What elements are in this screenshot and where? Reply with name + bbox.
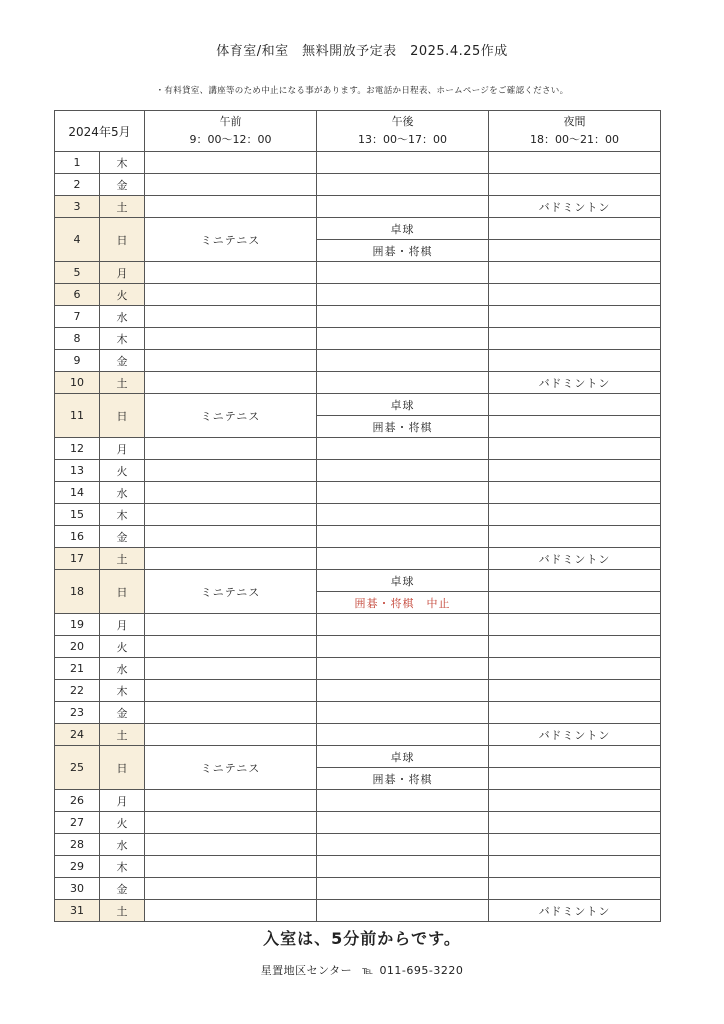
afternoon-cell	[317, 306, 489, 328]
day-of-week: 金	[100, 702, 145, 724]
night-cell	[489, 328, 661, 350]
day-of-week: 土	[100, 724, 145, 746]
afternoon-cell	[317, 460, 489, 482]
day-of-week: 土	[100, 548, 145, 570]
night-cell	[489, 460, 661, 482]
table-row	[55, 658, 661, 680]
day-number: 6	[55, 284, 100, 306]
day-of-week: 水	[100, 306, 145, 328]
day-number: 30	[55, 878, 100, 900]
day-of-week: 木	[100, 328, 145, 350]
day-number: 24	[55, 724, 100, 746]
morning-cell	[145, 900, 317, 922]
afternoon-cell	[317, 526, 489, 548]
afternoon-cell	[317, 614, 489, 636]
day-of-week: 金	[100, 350, 145, 372]
day-of-week: 火	[100, 812, 145, 834]
day-of-week: 日	[100, 218, 145, 262]
night-cell	[489, 262, 661, 284]
day-of-week: 火	[100, 284, 145, 306]
afternoon-cell	[317, 812, 489, 834]
night-cell	[489, 174, 661, 196]
day-number: 11	[55, 394, 100, 438]
morning-cell	[145, 856, 317, 878]
table-row	[55, 548, 661, 570]
morning-cell: ミニテニス	[145, 394, 317, 438]
afternoon-cell	[317, 174, 489, 196]
table-row	[55, 328, 661, 350]
morning-cell	[145, 614, 317, 636]
afternoon-cell	[317, 438, 489, 460]
afternoon-cell: 卓球	[317, 394, 489, 416]
table-row	[55, 218, 661, 240]
table-row	[55, 174, 661, 196]
day-number: 22	[55, 680, 100, 702]
day-of-week: 水	[100, 658, 145, 680]
day-of-week: 火	[100, 460, 145, 482]
table-row	[55, 636, 661, 658]
afternoon-cell	[317, 328, 489, 350]
day-of-week: 金	[100, 174, 145, 196]
morning-cell	[145, 372, 317, 394]
day-number: 20	[55, 636, 100, 658]
day-number: 4	[55, 218, 100, 262]
night-cell	[489, 592, 661, 614]
table-row	[55, 504, 661, 526]
night-cell	[489, 350, 661, 372]
day-number: 10	[55, 372, 100, 394]
night-cell	[489, 240, 661, 262]
schedule-table	[54, 110, 661, 922]
day-of-week: 日	[100, 746, 145, 790]
night-cell	[489, 218, 661, 240]
table-row	[55, 196, 661, 218]
column-name: 午前	[219, 115, 242, 128]
night-cell: バドミントン	[489, 548, 661, 570]
day-of-week: 土	[100, 372, 145, 394]
morning-cell	[145, 504, 317, 526]
night-cell	[489, 636, 661, 658]
day-of-week: 木	[100, 504, 145, 526]
table-row	[55, 526, 661, 548]
afternoon-cell	[317, 548, 489, 570]
column-name: 夜間	[563, 115, 586, 128]
afternoon-cell	[317, 636, 489, 658]
day-of-week: 月	[100, 438, 145, 460]
afternoon-cell	[317, 262, 489, 284]
day-number: 21	[55, 658, 100, 680]
morning-cell	[145, 152, 317, 174]
afternoon-cell: 囲碁・将棋 中止	[317, 592, 489, 614]
morning-cell	[145, 460, 317, 482]
afternoon-cell: 囲碁・将棋	[317, 240, 489, 262]
day-of-week: 土	[100, 196, 145, 218]
day-number: 16	[55, 526, 100, 548]
night-cell	[489, 856, 661, 878]
column-time: 9：00〜12：00	[189, 133, 272, 146]
night-cell	[489, 812, 661, 834]
column-name: 午後	[391, 115, 414, 128]
day-number: 5	[55, 262, 100, 284]
morning-cell	[145, 174, 317, 196]
footer	[0, 962, 724, 978]
afternoon-cell	[317, 790, 489, 812]
night-cell	[489, 790, 661, 812]
day-of-week: 日	[100, 394, 145, 438]
night-cell	[489, 834, 661, 856]
morning-cell: ミニテニス	[145, 746, 317, 790]
morning-cell	[145, 350, 317, 372]
afternoon-cell	[317, 856, 489, 878]
morning-cell	[145, 482, 317, 504]
morning-cell	[145, 834, 317, 856]
night-cell	[489, 614, 661, 636]
morning-cell	[145, 702, 317, 724]
column-night	[489, 111, 661, 152]
table-row	[55, 834, 661, 856]
afternoon-cell	[317, 900, 489, 922]
night-cell	[489, 284, 661, 306]
afternoon-cell	[317, 834, 489, 856]
day-number: 28	[55, 834, 100, 856]
day-of-week: 月	[100, 262, 145, 284]
day-of-week: 土	[100, 900, 145, 922]
day-number: 18	[55, 570, 100, 614]
night-cell: バドミントン	[489, 900, 661, 922]
month-label: 2024年5月	[55, 111, 145, 152]
day-of-week: 金	[100, 526, 145, 548]
table-row	[55, 614, 661, 636]
night-cell	[489, 702, 661, 724]
column-time: 13：00〜17：00	[358, 133, 447, 146]
morning-cell	[145, 636, 317, 658]
night-cell	[489, 394, 661, 416]
phone-number: 011-695-3220	[379, 964, 464, 977]
night-cell	[489, 680, 661, 702]
morning-cell	[145, 724, 317, 746]
night-cell	[489, 746, 661, 768]
morning-cell	[145, 878, 317, 900]
day-of-week: 月	[100, 614, 145, 636]
morning-cell	[145, 306, 317, 328]
night-cell: バドミントン	[489, 372, 661, 394]
day-number: 13	[55, 460, 100, 482]
table-row	[55, 856, 661, 878]
header-row	[55, 111, 661, 152]
entry-notice: 入室は、5分前からです。	[263, 929, 461, 948]
afternoon-cell	[317, 878, 489, 900]
afternoon-cell	[317, 482, 489, 504]
day-number: 7	[55, 306, 100, 328]
day-number: 25	[55, 746, 100, 790]
table-row	[55, 790, 661, 812]
morning-cell	[145, 658, 317, 680]
table-row	[55, 306, 661, 328]
table-row	[55, 812, 661, 834]
table-row	[55, 724, 661, 746]
notice-text: ・有料貸室、講座等のため中止になる事があります。お電話か日程表、ホームページをご確認ください。	[155, 86, 569, 96]
morning-cell	[145, 262, 317, 284]
night-cell	[489, 658, 661, 680]
center-name: 星置地区センター	[260, 964, 353, 977]
table-row	[55, 394, 661, 416]
afternoon-cell: 卓球	[317, 218, 489, 240]
day-number: 14	[55, 482, 100, 504]
morning-cell: ミニテニス	[145, 570, 317, 614]
table-row	[55, 372, 661, 394]
table-row	[55, 702, 661, 724]
day-of-week: 水	[100, 482, 145, 504]
night-cell	[489, 482, 661, 504]
table-row	[55, 438, 661, 460]
table-row	[55, 482, 661, 504]
afternoon-cell: 囲碁・将棋	[317, 416, 489, 438]
afternoon-cell	[317, 350, 489, 372]
day-number: 29	[55, 856, 100, 878]
day-number: 26	[55, 790, 100, 812]
afternoon-cell	[317, 152, 489, 174]
afternoon-cell	[317, 504, 489, 526]
morning-cell	[145, 680, 317, 702]
day-number: 9	[55, 350, 100, 372]
day-of-week: 金	[100, 878, 145, 900]
day-number: 17	[55, 548, 100, 570]
night-cell	[489, 878, 661, 900]
column-afternoon	[317, 111, 489, 152]
day-of-week: 日	[100, 570, 145, 614]
table-row	[55, 152, 661, 174]
table-row	[55, 570, 661, 592]
night-cell	[489, 152, 661, 174]
day-of-week: 月	[100, 790, 145, 812]
afternoon-cell	[317, 372, 489, 394]
table-row	[55, 350, 661, 372]
afternoon-cell: 卓球	[317, 570, 489, 592]
day-of-week: 火	[100, 636, 145, 658]
night-cell	[489, 438, 661, 460]
afternoon-cell	[317, 702, 489, 724]
table-row	[55, 460, 661, 482]
table-row	[55, 746, 661, 768]
column-morning	[145, 111, 317, 152]
tel-icon: ℡	[362, 966, 374, 977]
morning-cell	[145, 526, 317, 548]
afternoon-cell	[317, 284, 489, 306]
day-number: 2	[55, 174, 100, 196]
night-cell	[489, 768, 661, 790]
morning-cell	[145, 284, 317, 306]
afternoon-cell: 囲碁・将棋	[317, 768, 489, 790]
column-time: 18：00〜21：00	[530, 133, 619, 146]
afternoon-cell	[317, 680, 489, 702]
day-of-week: 水	[100, 834, 145, 856]
night-cell: バドミントン	[489, 196, 661, 218]
day-number: 8	[55, 328, 100, 350]
night-cell	[489, 416, 661, 438]
day-number: 12	[55, 438, 100, 460]
morning-cell	[145, 548, 317, 570]
morning-cell: ミニテニス	[145, 218, 317, 262]
morning-cell	[145, 812, 317, 834]
table-row	[55, 284, 661, 306]
day-number: 31	[55, 900, 100, 922]
night-cell	[489, 306, 661, 328]
day-number: 3	[55, 196, 100, 218]
morning-cell	[145, 196, 317, 218]
day-of-week: 木	[100, 152, 145, 174]
day-number: 15	[55, 504, 100, 526]
day-of-week: 木	[100, 856, 145, 878]
afternoon-cell: 卓球	[317, 746, 489, 768]
day-number: 19	[55, 614, 100, 636]
morning-cell	[145, 790, 317, 812]
morning-cell	[145, 328, 317, 350]
night-cell: バドミントン	[489, 724, 661, 746]
day-of-week: 木	[100, 680, 145, 702]
night-cell	[489, 570, 661, 592]
afternoon-cell	[317, 658, 489, 680]
table-row	[55, 900, 661, 922]
afternoon-cell	[317, 196, 489, 218]
table-row	[55, 262, 661, 284]
table-row	[55, 680, 661, 702]
table-row	[55, 878, 661, 900]
night-cell	[489, 504, 661, 526]
page-title: 体育室/和室 無料開放予定表 2025.4.25作成	[216, 44, 508, 59]
night-cell	[489, 526, 661, 548]
day-number: 27	[55, 812, 100, 834]
day-number: 1	[55, 152, 100, 174]
afternoon-cell	[317, 724, 489, 746]
morning-cell	[145, 438, 317, 460]
day-number: 23	[55, 702, 100, 724]
